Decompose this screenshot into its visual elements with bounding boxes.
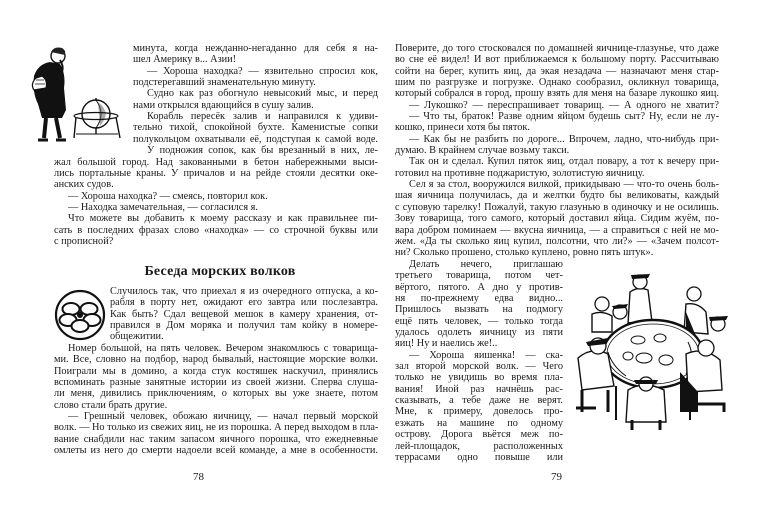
text-line: вёртого, пятого. А дно у против- [395,281,563,293]
text-line: ещё пять человек, — только тогда [395,315,563,327]
text-line: езжать на машине по одному [395,417,563,429]
text-line: ли меня, дивились приключениям, о которых вы уже знаете, потом [54,388,378,400]
text-line: удалось одолеть яичницу из пяти [395,327,563,339]
text-line: думаю. В крайнем случае возьму такси. [395,145,570,157]
right-text-narrow [395,259,563,463]
text-line: Номер большой, на пять человек. Вечером знакомлюсь с товарища- [68,343,378,354]
text-line: — Находка замечательная, — согласился я. [68,201,258,213]
text-line: с прописной? [54,235,114,247]
text-line: — Как бы не разбить по дороге... Впрочем, ладно, что-нибудь при- [409,133,719,145]
text-line: яиц! Ну и наелись же!.. [395,338,498,350]
text-line: Как быть? Сдал вещевой мешок в камеру хранения, от- [110,308,378,320]
text-line: Что можете вы добавить к моему рассказу и как правильнее пи- [68,213,378,225]
text-line: нами открылся вдающийся в сушу залив. [133,99,314,111]
text-line: правился в Дом моряка и получил там койку в номере- [110,320,378,332]
text-line: сать в последних фразах слово «находка» — со строчной буквы или [54,224,378,236]
text-line: Пришлось вызвать на подмогу [395,304,563,316]
text-line: — Хороша яишенка! — ска- [409,349,563,361]
text-line: сойти на берег, купить яиц, да экая незадача — назначают меня стар- [395,65,719,77]
left-section-text-wide [54,343,378,456]
text-line: Случилось так, что приехал я из очередного отпуска, а ко- [110,286,378,297]
text-line: шел Америку в... Азии! [133,54,237,66]
text-line: Судно как раз обогнуло невысокий мыс, и перед [147,88,378,100]
text-line: с суповую тарелку! Пожалуй, такую глазунью в одиночку и не осилишь. [395,201,719,213]
text-line: шим по разгрузке и погрузке. Однако сообразил, окликнул товарища, [395,77,719,89]
left-text-top-wide [54,157,378,248]
text-line: лей-площадок, расположенных [395,440,563,452]
right-page [385,0,770,521]
text-line: Сел я за стол, вооружился вилкой, прикидываю — что-то очень боль- [409,179,719,191]
illustration-sailors-eating-fried-eggs [568,262,738,430]
page-number-right: 79 [551,471,562,483]
text-line: анских судов. [54,179,114,191]
text-line: сказывать, а тебе даже не верят. [395,395,563,407]
text-line: готовил на противне поджаристую, золотистую яичницу. [395,167,645,179]
text-line: — Хороша находка? — язвительно спросил кок, [147,65,378,77]
text-line: общежитии. [110,331,164,343]
text-line: Так он и сделал. Купил пяток яиц, отдал повару, а тот к вечеру при- [409,156,719,168]
text-line: полукольцом охватывали её, подступая к самой воде. [133,133,378,145]
text-line: зал второй морской волк. — Чего [395,361,563,373]
text-line: третьего товарища, потом чет- [395,270,563,282]
right-text-top-wide [395,43,719,259]
text-line: только не увидишь во время пла- [395,372,563,384]
text-line: кошко, принеси хотя бы пяток. [395,122,531,134]
page-number-left: 78 [193,471,204,483]
text-line: жем. «Да ты сколько яиц купил, полсотни, что ли?» — «Зачем полсот- [395,235,719,247]
text-line: рабля в порту нет, ожидают его завтра или послезавтра. [110,297,378,309]
text-line: вспоминать разные занятные истории из своей жизни. Сперва слуша- [54,377,378,389]
text-line: шая яичница получилась, да и желтки будто бы великоваты, каждый [395,190,719,202]
text-line: минута, когда нежданно-негаданно для себя я на- [133,43,378,54]
section-title: Беседа морских волков [144,264,296,279]
text-line: лись портальные краны. У причалов и на рейде стояли десятки оке- [54,167,378,179]
text-line: Корабль пересёк залив и направился к удиви- [147,111,378,123]
text-line: ни? Сколько прошено, столько куплено, ровно пять штук». [395,247,654,259]
text-line: ми. Все, словно на подбор, народ бывалый, настоящие морские волки. [54,354,378,366]
text-line: ня по-прежнему едва видно... [395,293,563,305]
text-line: слово стали брать другие. [54,399,168,411]
text-line: террасами одно повыше или [395,451,563,463]
text-line: — Что ты, браток! Разве одним яйцом будешь сыт? Ну, если не лу- [409,111,719,123]
text-line: вания! Иной раз начнёшь рас- [395,383,563,395]
text-line: Поверите, до того стосковался по домашней яичнице-глазунье, что даже [395,43,719,54]
text-line: омлеты из него до смерти надоели всей команде, а мне в особенности. [54,445,378,457]
text-line: Поиграли мы в домино, а когда стук костяшек наскучил, принялись [54,365,378,377]
left-section-text-narrow [110,286,378,343]
text-line: Делать нечего, приглашаю [409,259,563,270]
illustration-scholar-with-globe [16,44,124,146]
text-line: — Грешный человек, обожаю яичницу, — начал первый морской [68,411,378,423]
text-line: жал большой город. Над закованными в бетон набережными выси- [54,156,378,168]
left-text-top-narrow [133,43,378,156]
text-line: тельно тихой, спокойной бухте. Каменистые сопки [133,122,378,134]
text-line: вание снабдили нас таким запасом яичного порошка, что ежедневные [54,433,378,445]
text-line: Зову товарища, того самого, который доставил яйца. Сидим жуём, по- [395,213,719,225]
text-line: вара добром поминаем — вкусна яичница, — а справиться с ней не мо- [395,224,719,236]
text-line: острову. Дорога вьётся меж по- [395,429,563,441]
text-line: — Хороша находка? — смеясь, повторил кок. [68,190,268,202]
text-line: во сне её видел! И вот приближаемся к большому порту. Рассчитываю [395,54,719,66]
text-line: который собрался в город, прошу взять для меня на базаре лукошко яиц. [395,88,719,100]
text-line: — Лукошко? — переспрашивает товарищ. — А одного не хватит? [409,99,719,111]
text-line: Мне, к примеру, довелось про- [395,406,563,418]
text-line: У подножия сопок, как бы врезанный в них, ле- [147,145,378,157]
text-line: подстерегавший знаменательную минуту. [133,77,316,89]
text-line: волк. — Но только из свежих яиц, не из порошка. А перед выходом в пла- [54,422,378,434]
fried-eggs-emblem-icon [54,289,106,341]
